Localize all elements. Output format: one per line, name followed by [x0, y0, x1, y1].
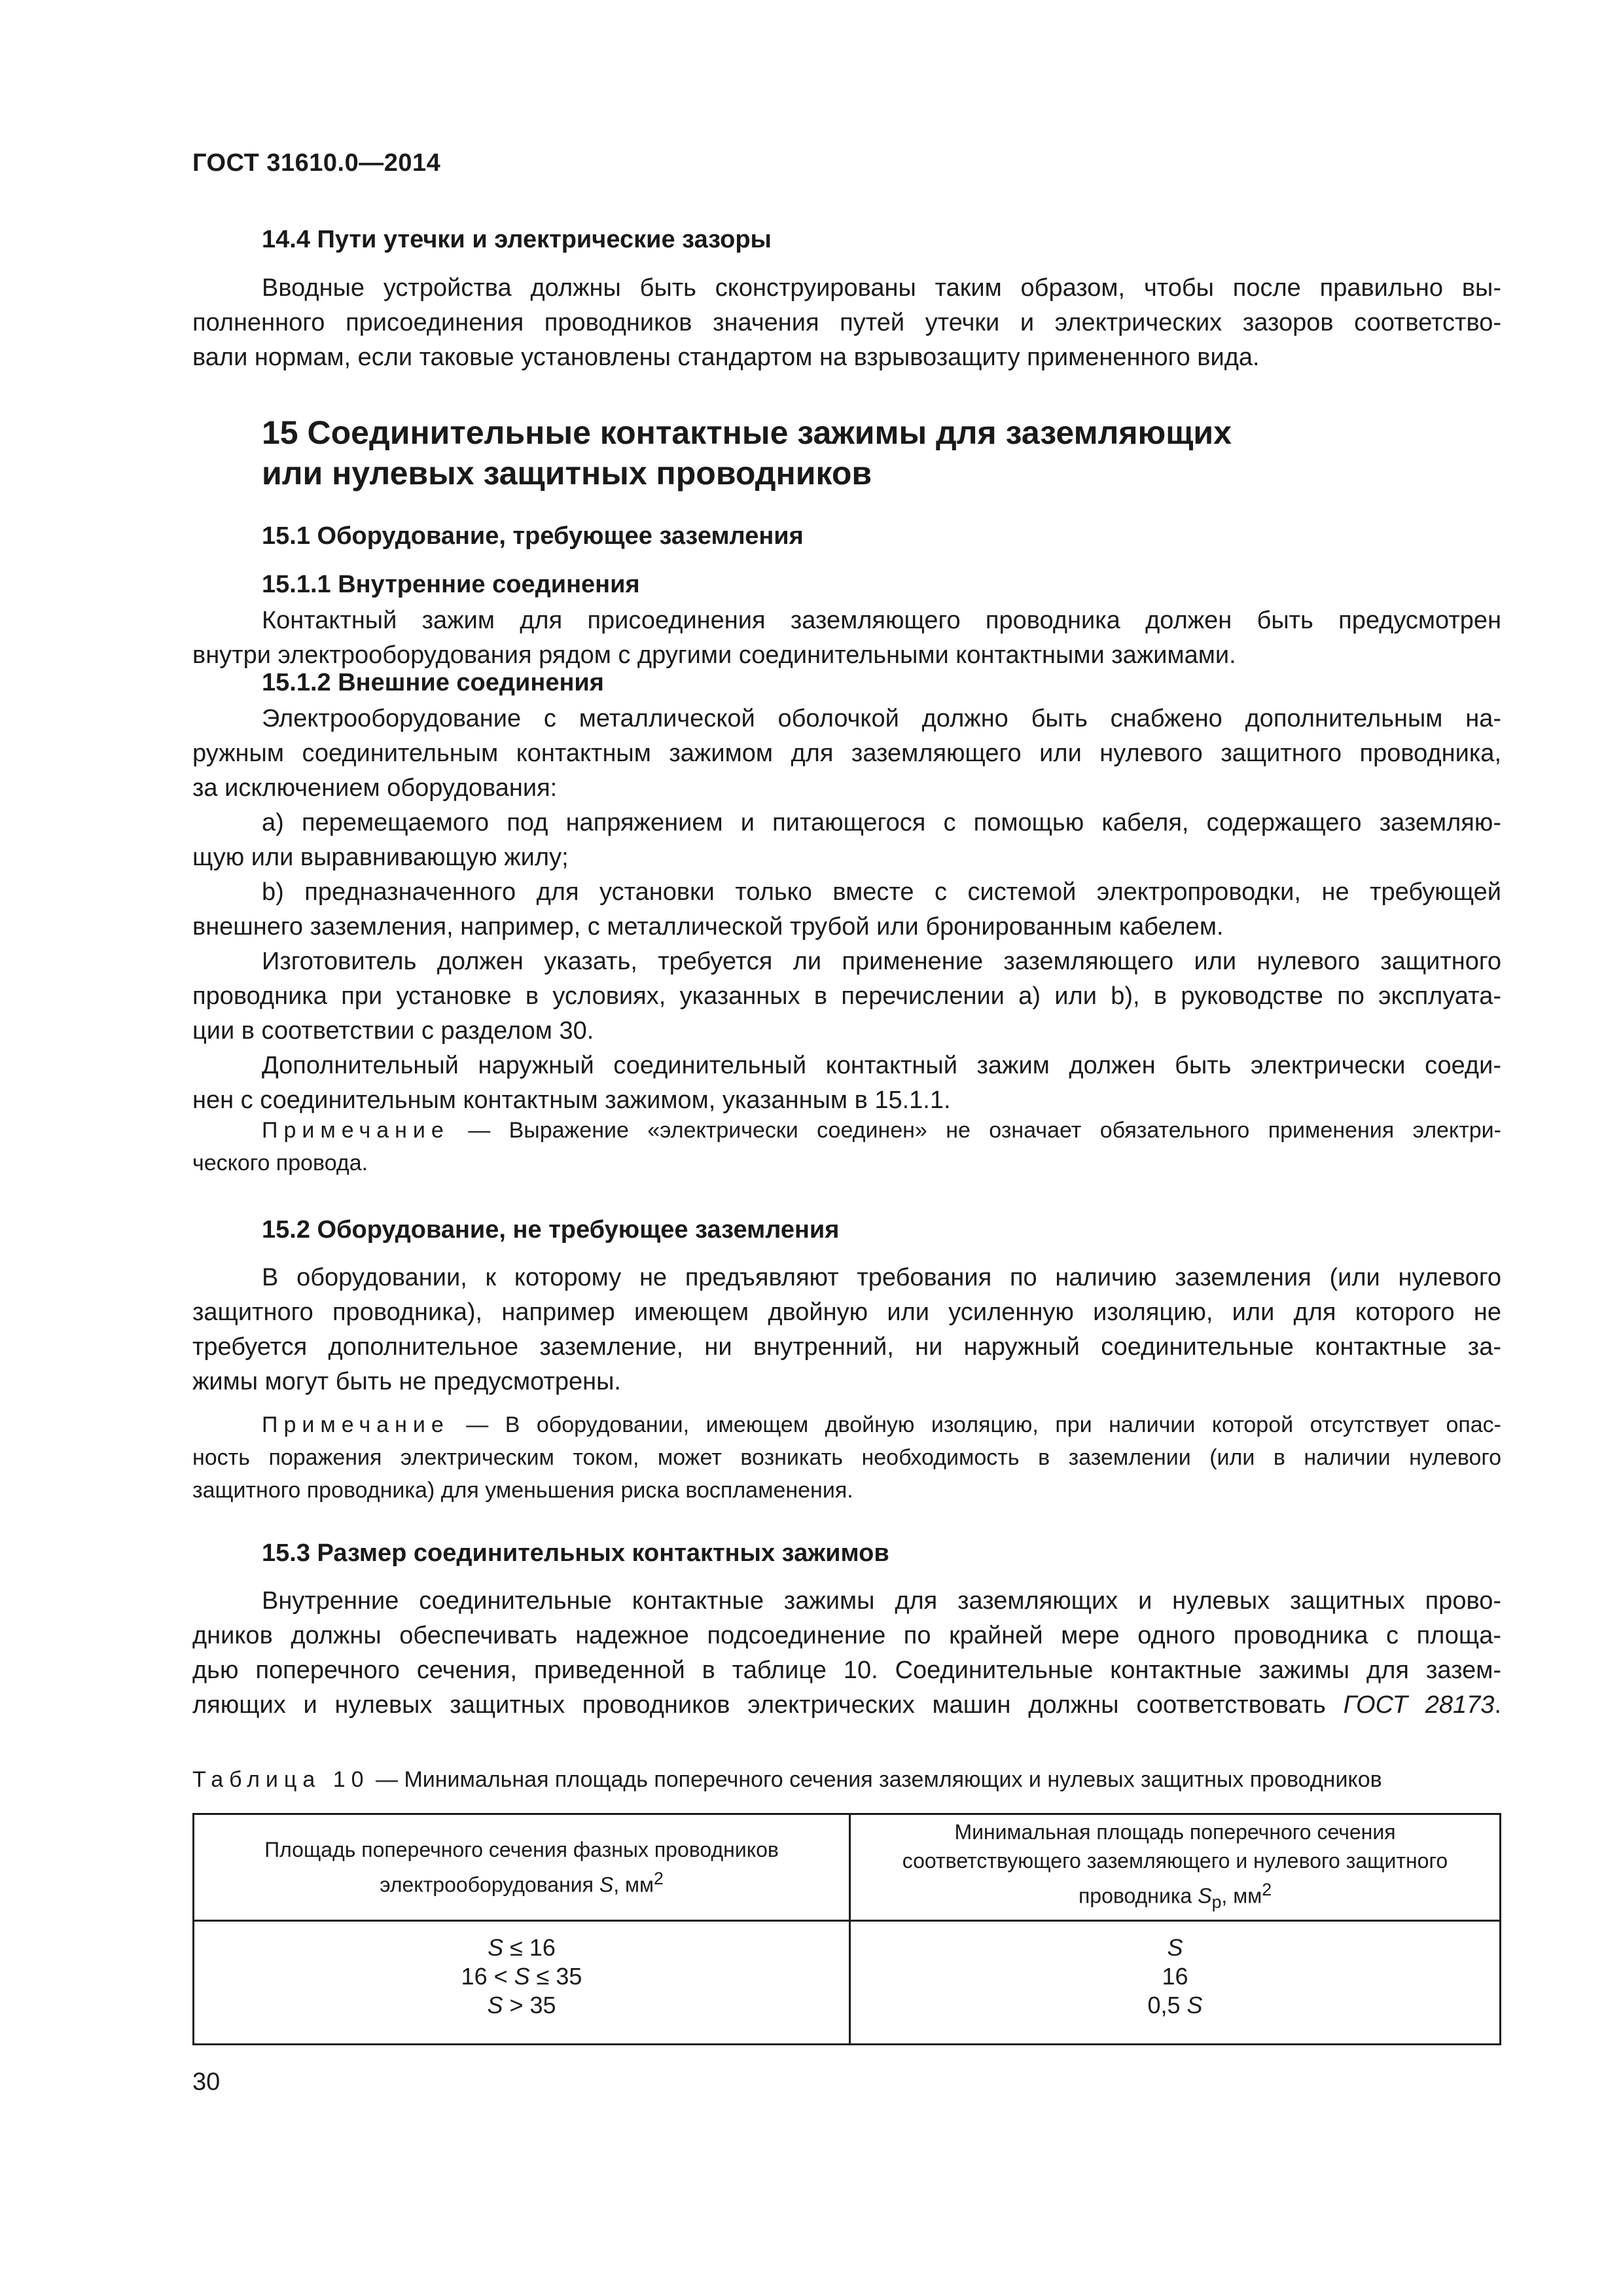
table-cell [850, 1921, 1501, 2045]
line: Изготовитель должен указать, требуется ли применение заземляющего или нулевого защитного [262, 948, 1501, 975]
line: нен с соединительным контактным зажимом, указанным в 15.1.1. [192, 1086, 951, 1114]
section-15-1-title: 15.1 Оборудование, требующее заземления [262, 522, 804, 550]
line: жимы могут быть не предусмотрены. [192, 1368, 621, 1395]
line: Дополнительный наружный соединительный контактный зажим должен быть электрически соеди- [262, 1052, 1501, 1079]
header-text: электрооборудования [380, 1873, 594, 1897]
line-end: . [1494, 1691, 1501, 1719]
line: щую или выравнивающую жилу; [192, 844, 569, 871]
section-15-2-body [192, 1261, 1501, 1399]
table-10 [192, 1813, 1501, 2045]
cell-line [207, 1991, 836, 2020]
header-line: соответствующего заземляющего и нулевого защитного [902, 1849, 1448, 1873]
header-line [207, 1864, 836, 1899]
note-15-1-2 [192, 1114, 1501, 1179]
unit: , мм [1221, 1884, 1262, 1909]
note-label: Примечание [262, 1118, 450, 1143]
symbol: S [514, 1963, 530, 1990]
line: внешнего заземления, например, с металлической трубой или бронированным кабелем. [192, 913, 1224, 941]
cell-line [207, 1933, 836, 1962]
list-item-a: а) перемещаемого под напряжением и питающегося с помощью кабеля, содержащего заземляю- [262, 809, 1501, 836]
title-line: или нулевых защитных проводников [262, 455, 872, 492]
line: Электрооборудование с металлической оболочкой должно быть снабжено дополнительным на- [262, 705, 1501, 732]
note-15-2 [192, 1408, 1501, 1507]
section-15-1-1-body [192, 603, 1501, 673]
line: Внутренние соединительные контактные зажимы для заземляющих и нулевых защитных прово- [262, 1587, 1501, 1615]
table-row [194, 1921, 1501, 2045]
column-header [194, 1814, 850, 1921]
section-15-title [262, 412, 1232, 493]
line: проводника при установке в условиях, указанных в перечислении а) или b), в руководстве по эксплуата- [192, 982, 1501, 1010]
title-line: 15 Соединительные контактные зажимы для заземляющих [262, 414, 1232, 451]
section-15-1-2-title: 15.1.2 Внешние соединения [262, 669, 604, 696]
table-caption-text: — Минимальная площадь поперечного сечения заземляющих и нулевых защитных проводников [369, 1767, 1382, 1792]
note-label: Примечание [262, 1412, 450, 1437]
table-label: Таблица 10 [192, 1767, 370, 1792]
cell-text: ≤ 35 [529, 1963, 582, 1990]
note-line: защитного проводника) для уменьшения риска воспламенения. [192, 1478, 853, 1503]
table-header-row [194, 1814, 1501, 1921]
section-14-4-body [192, 271, 1501, 375]
header-line: Площадь поперечного сечения фазных проводников [264, 1838, 779, 1862]
cell-line [864, 1962, 1486, 1991]
header-line [864, 1875, 1486, 1916]
section-15-2-title: 15.2 Оборудование, не требующее заземления [262, 1216, 840, 1244]
section-15-1-2-body [192, 702, 1501, 1118]
line: требуется дополнительное заземление, ни внутренний, ни наружный соединительные контактные за- [192, 1333, 1501, 1361]
line: Вводные устройства должны быть сконструированы таким образом, чтобы после правильно вы- [262, 274, 1501, 302]
cell-line [864, 1933, 1486, 1962]
line-text: ляющих и нулевых защитных проводников электрических машин должны соответствовать [192, 1691, 1344, 1719]
section-15-3-body [192, 1584, 1501, 1723]
column-header [850, 1814, 1501, 1921]
line: полненного присоединения проводников значения путей утечки и электрических зазоров соответство- [192, 309, 1501, 336]
header-text: проводника [1078, 1884, 1192, 1909]
cell-line [864, 1991, 1486, 2020]
line: защитного проводника), например имеющем двойную или усиленную изоляцию, или для которого не [192, 1299, 1501, 1326]
symbol: S [488, 1934, 504, 1961]
line: В оборудовании, к которому не предъявляют требования по наличию заземления (или нулевого [262, 1264, 1501, 1291]
superscript: 2 [653, 1869, 664, 1889]
table-10-caption [192, 1767, 1382, 1793]
line: вали нормам, если таковые установлены стандартом на взрывозащиту примененного вида. [192, 344, 1260, 371]
unit: , мм [613, 1873, 654, 1897]
subscript: p [1211, 1892, 1222, 1912]
section-14-4-title: 14.4 Пути утечки и электрические зазоры [262, 226, 772, 253]
cell-text: 0,5 [1147, 1992, 1187, 2018]
section-15-1-1-title: 15.1.1 Внутренние соединения [262, 571, 640, 598]
note-text: — В оборудовании, имеющем двойную изоляцию, при наличии которой отсутствует опас- [449, 1412, 1501, 1437]
document-header: ГОСТ 31610.0—2014 [192, 149, 441, 177]
symbol: S [1198, 1884, 1212, 1909]
cell-text: 16 [1162, 1963, 1188, 1990]
line: дников должны обеспечивать надежное подсоединение по крайней мере одного проводника с площа- [192, 1622, 1501, 1649]
symbol: S [487, 1992, 503, 2018]
cell-text: ≤ 16 [503, 1934, 556, 1961]
list-item-b: b) предназначенного для установки только вместе с системой электропроводки, не требующей [262, 878, 1501, 906]
page-number: 30 [192, 2068, 221, 2096]
cell-text: > 35 [503, 1992, 556, 2018]
symbol: S [1167, 1934, 1183, 1961]
standard-reference: ГОСТ 28173 [1343, 1691, 1495, 1719]
note-text: — Выражение «электрически соединен» не означает обязательного применения электри- [449, 1118, 1501, 1143]
section-15-3-title: 15.3 Размер соединительных контактных зажимов [262, 1539, 889, 1567]
line: ружным соединительным контактным зажимом для заземляющего или нулевого защитного проводника, [192, 740, 1501, 767]
line: ции в соответствии с разделом 30. [192, 1017, 594, 1045]
note-line: ческого провода. [192, 1151, 368, 1175]
header-line: Минимальная площадь поперечного сечения [954, 1820, 1396, 1844]
superscript: 2 [1262, 1880, 1272, 1900]
symbol: S [599, 1873, 614, 1897]
table-cell [194, 1921, 850, 2045]
line: за исключением оборудования: [192, 774, 558, 802]
note-line [192, 1114, 1501, 1147]
note-line: ность поражения электрическим током, может возникать необходимость в заземлении (или в наличии нулевого [192, 1445, 1501, 1470]
symbol: S [1186, 1992, 1203, 2018]
line: дью поперечного сечения, приведенной в таблице 10. Соединительные контактные зажимы для зазем- [192, 1657, 1501, 1684]
line: Контактный зажим для присоединения заземляющего проводника должен быть предусмотрен [262, 607, 1501, 634]
cell-line [207, 1962, 836, 1991]
line: внутри электрооборудования рядом с другими соединительными контактными зажимами. [192, 641, 1236, 669]
cell-text: 16 < [461, 1963, 514, 1990]
note-line [192, 1408, 1501, 1441]
line [192, 1688, 1501, 1723]
